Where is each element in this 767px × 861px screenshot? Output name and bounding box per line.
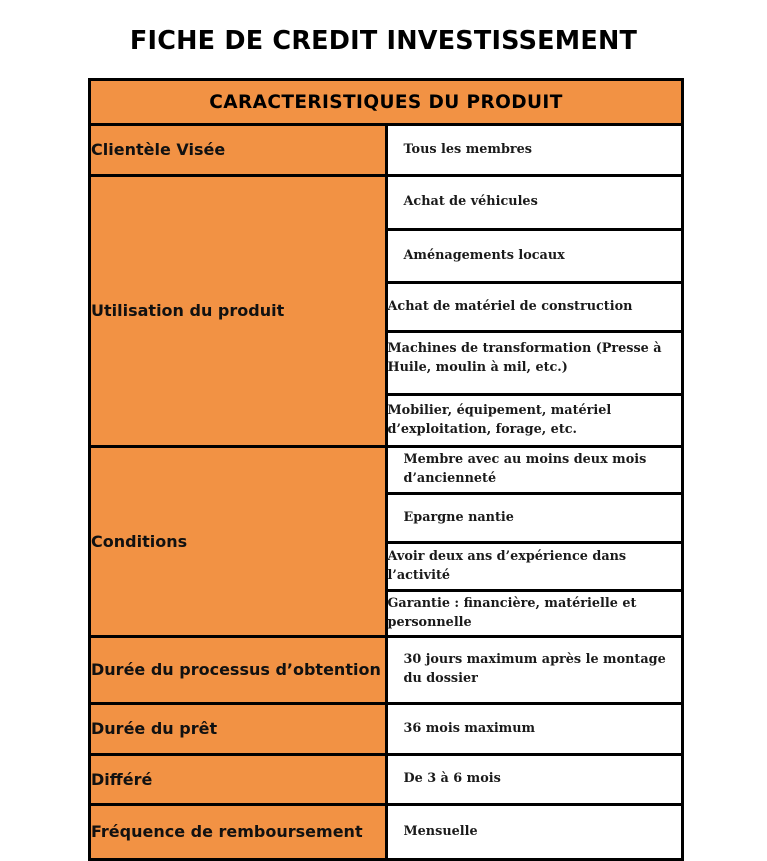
row-value-conditions-4: Garantie : financière, matérielle et personnelle (386, 591, 683, 637)
row-value-utilisation-2: Aménagements locaux (386, 230, 683, 283)
row-label-duree-du-pret: Durée du prêt (90, 704, 387, 755)
row-value-duree-processus-obtention: 30 jours maximum après le montage du dossier (386, 637, 683, 704)
row-label-utilisation-du-produit: Utilisation du produit (90, 176, 387, 447)
table-row (90, 176, 683, 230)
table-row (90, 447, 683, 494)
row-label-differe: Différé (90, 755, 387, 805)
row-value-utilisation-1: Achat de véhicules (386, 176, 683, 230)
row-value-utilisation-4: Machines de transformation (Presse à Huile, moulin à mil, etc.) (386, 332, 683, 395)
row-value-conditions-3: Avoir deux ans d’expérience dans l’activité (386, 543, 683, 591)
row-label-duree-processus-obtention: Durée du processus d’obtention (90, 637, 387, 704)
page-title: FICHE DE CREDIT INVESTISSEMENT (129, 26, 638, 56)
row-value-utilisation-5: Mobilier, équipement, matériel d’exploitation, forage, etc. (386, 395, 683, 447)
row-value-conditions-1: Membre avec au moins deux mois d’ancienneté (386, 447, 683, 494)
row-label-frequence-remboursement: Fréquence de remboursement (90, 805, 387, 860)
table-row (90, 755, 683, 805)
product-characteristics-table (88, 78, 684, 861)
row-value-duree-du-pret: 36 mois maximum (386, 704, 683, 755)
table-row (90, 637, 683, 704)
row-value-differe: De 3 à 6 mois (386, 755, 683, 805)
row-value-frequence-remboursement: Mensuelle (386, 805, 683, 860)
row-value-conditions-2: Epargne nantie (386, 494, 683, 543)
table-header-row (90, 80, 683, 125)
table-row (90, 805, 683, 860)
row-value-utilisation-3: Achat de matériel de construction (386, 283, 683, 332)
row-label-clientele-visee: Clientèle Visée (90, 125, 387, 176)
table-header-title: CARACTERISTIQUES DU PRODUIT (90, 80, 683, 125)
row-label-conditions: Conditions (90, 447, 387, 637)
table-row (90, 125, 683, 176)
row-value-clientele-visee: Tous les membres (386, 125, 683, 176)
table-row (90, 704, 683, 755)
